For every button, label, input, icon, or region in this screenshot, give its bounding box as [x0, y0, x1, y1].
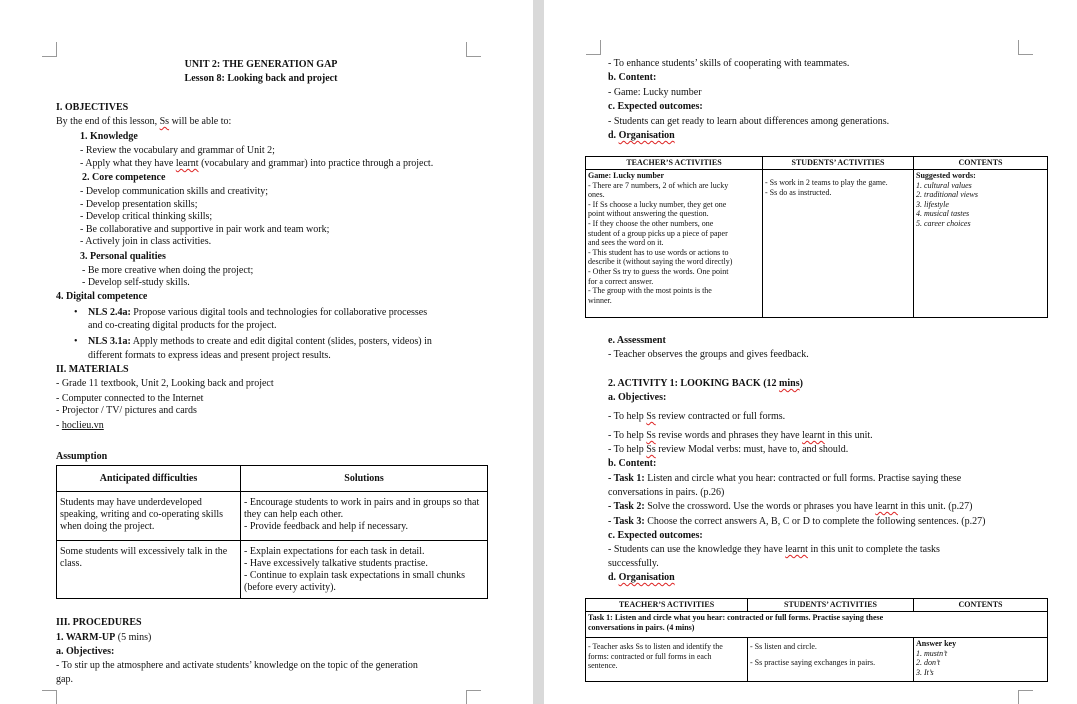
task-row [586, 612, 1048, 638]
lesson-title: Lesson 8: Looking back and project [184, 73, 338, 84]
task-item-continued: conversations in pairs. (p.26) [608, 487, 725, 498]
crop-mark [586, 40, 601, 55]
core-item: - Actively join in class activities. [80, 236, 212, 247]
crop-mark [466, 42, 481, 57]
warmup-objective: - To stir up the atmosphere and activate students’ knowledge on the topic of the generation [56, 660, 418, 671]
material-item: - Projector / TV/ pictures and cards [56, 405, 197, 416]
table-header: TEACHER’S ACTIVITIES [586, 599, 748, 612]
outcomes-heading: c. Expected outcomes: [608, 101, 703, 112]
materials-heading: II. MATERIALS [56, 364, 129, 375]
digital-competence-heading: 4. Digital competence [56, 291, 148, 302]
table-row [586, 638, 1048, 682]
bullet-icon: • [74, 307, 78, 318]
personal-item: - Be more creative when doing the project; [82, 265, 254, 276]
assumption-table [56, 465, 488, 599]
student-activities-cell: - Ss listen and circle. - Ss practise saying exchanges in pairs. [748, 638, 914, 682]
activity-objectives-heading: a. Objectives: [608, 392, 667, 403]
teacher-activities-cell: Game: Lucky number - There are 7 numbers, 2 of which are lucky ones. - If Ss choose a lucky number, they get one point without answering the question. - If they choose the other numbers, one student of a group picks up a piece of paper and sees the word on it. - This student has to use words or actions to describe it (without saying the word directly) - Other Ss try to guess the words. One point for a correct answer. - The group with the most points is the winner. [586, 170, 763, 318]
student-activities-cell: - Ss work in 2 teams to play the game. - Ss do as instructed. [763, 170, 914, 318]
outcome-item: - Students can get ready to learn about differences among generations. [608, 116, 890, 127]
activity-outcome: - Students can use the knowledge they have learnt in this unit to complete the tasks [608, 544, 940, 555]
task-item: - Task 2: Solve the crossword. Use the words or phrases you have learnt in this unit. (p.27) [608, 501, 973, 512]
activity-outcome-continued: successfully. [608, 558, 659, 569]
activity-outcomes-heading: c. Expected outcomes: [608, 530, 703, 541]
task-row-cell: Task 1: Listen and circle what you hear: contracted or full forms. Practise saying these conversations in pairs. (4 mins) [586, 612, 1048, 638]
unit-title: UNIT 2: THE GENERATION GAP [184, 59, 338, 70]
objective-item: - To enhance students’ skills of cooperating with teammates. [608, 58, 850, 69]
crop-mark [1018, 40, 1033, 55]
activity-objective: - To help Ss revise words and phrases they have learnt in this unit. [608, 430, 873, 441]
crop-mark [42, 690, 57, 704]
hoclieu-link[interactable]: hoclieu.vn [61, 420, 104, 431]
activity-heading: 2. ACTIVITY 1: LOOKING BACK (12 mins) [608, 378, 803, 389]
crop-mark [466, 690, 481, 704]
warmup-activities-table [585, 156, 1048, 318]
table-row [586, 170, 1048, 318]
page-gap [533, 0, 544, 704]
difficulty-cell: Some students will excessively talk in the class. [57, 541, 241, 599]
activity-objective: - To help Ss review contracted or full forms. [608, 411, 786, 422]
material-item: - Grade 11 textbook, Unit 2, Looking back and project [56, 378, 274, 389]
objectives-intro: By the end of this lesson, Ss will be able to: [56, 116, 232, 127]
core-item: - Develop critical thinking skills; [80, 211, 213, 222]
crop-mark [42, 42, 57, 57]
core-item: - Be collaborative and supportive in pair work and team work; [80, 224, 330, 235]
table-header: Solutions [241, 466, 488, 492]
task-item: - Task 1: Listen and circle what you hear: contracted or full forms. Practise saying these [608, 473, 962, 484]
nls-item-continued: and co-creating digital products for the project. [88, 320, 277, 331]
warmup-objectives-heading: a. Objectives: [56, 646, 115, 657]
activity-objective: - To help Ss review Modal verbs: must, have to, and should. [608, 444, 849, 455]
table-header: STUDENTS’ ACTIVITIES [763, 157, 914, 170]
nls-item-continued: different formats to express ideas and present project results. [88, 350, 331, 361]
answer-key-cell: Answer key 1. mustn’t 2. don’t 3. It’s [914, 638, 1048, 682]
core-competence-heading: 2. Core competence [82, 172, 166, 183]
assessment-heading: e. Assessment [608, 335, 666, 346]
knowledge-heading: 1. Knowledge [80, 131, 138, 142]
nls-item: NLS 3.1a: Apply methods to create and edit digital content (slides, posters, videos) in [88, 336, 432, 347]
table-header: CONTENTS [914, 157, 1048, 170]
assumption-heading: Assumption [56, 451, 108, 462]
content-heading: b. Content: [608, 72, 657, 83]
objectives-heading: I. OBJECTIVES [56, 102, 129, 113]
crop-mark [1018, 690, 1033, 704]
table-row [57, 492, 488, 541]
table-row [57, 541, 488, 599]
table-header: CONTENTS [914, 599, 1048, 612]
document-page-1 [0, 0, 533, 704]
table-header: Anticipated difficulties [57, 466, 241, 492]
warmup-objective-continued: gap. [56, 674, 73, 685]
content-item: - Game: Lucky number [608, 87, 702, 98]
table-header: STUDENTS’ ACTIVITIES [748, 599, 914, 612]
document-page-2 [544, 0, 1077, 704]
activity-organisation-heading: d. Organisation [608, 572, 675, 583]
organisation-heading: d. Organisation [608, 130, 675, 141]
knowledge-item: - Review the vocabulary and grammar of Unit 2; [80, 145, 275, 156]
material-item: - Computer connected to the Internet [56, 393, 204, 404]
nls-item: NLS 2.4a: Propose various digital tools and technologies for collaborative processes [88, 307, 428, 318]
activity1-table [585, 598, 1048, 682]
knowledge-item: - Apply what they have learnt (vocabulary and grammar) into practice through a project. [80, 158, 434, 169]
activity-content-heading: b. Content: [608, 458, 657, 469]
assessment-item: - Teacher observes the groups and gives feedback. [608, 349, 809, 360]
task-item: - Task 3: Choose the correct answers A, B, C or D to complete the following sentences. (p.27) [608, 516, 986, 527]
bullet-icon: • [74, 336, 78, 347]
teacher-activities-cell: - Teacher asks Ss to listen and identify the forms: contracted or full forms in each sentence. [586, 638, 748, 682]
core-item: - Develop communication skills and creativity; [80, 186, 269, 197]
material-item: - hoclieu.vn [56, 420, 104, 431]
personal-item: - Develop self-study skills. [82, 277, 190, 288]
warmup-heading: 1. WARM-UP (5 mins) [56, 632, 152, 643]
difficulty-cell: Students may have underdeveloped speaking, writing and co-operating skills when doing the project. [57, 492, 241, 541]
table-header: TEACHER’S ACTIVITIES [586, 157, 763, 170]
solutions-cell: - Explain expectations for each task in detail. - Have excessively talkative students practise. - Continue to explain task expectations in small chunks (before every activity). [241, 541, 488, 599]
personal-qualities-heading: 3. Personal qualities [80, 251, 166, 262]
contents-cell: Suggested words: 1. cultural values 2. traditional views 3. lifestyle 4. musical tastes 5. career choices [914, 170, 1048, 318]
solutions-cell: - Encourage students to work in pairs and in groups so that they can help each other. - Provide feedback and help if necessary. [241, 492, 488, 541]
procedures-heading: III. PROCEDURES [56, 617, 142, 628]
core-item: - Develop presentation skills; [80, 199, 198, 210]
